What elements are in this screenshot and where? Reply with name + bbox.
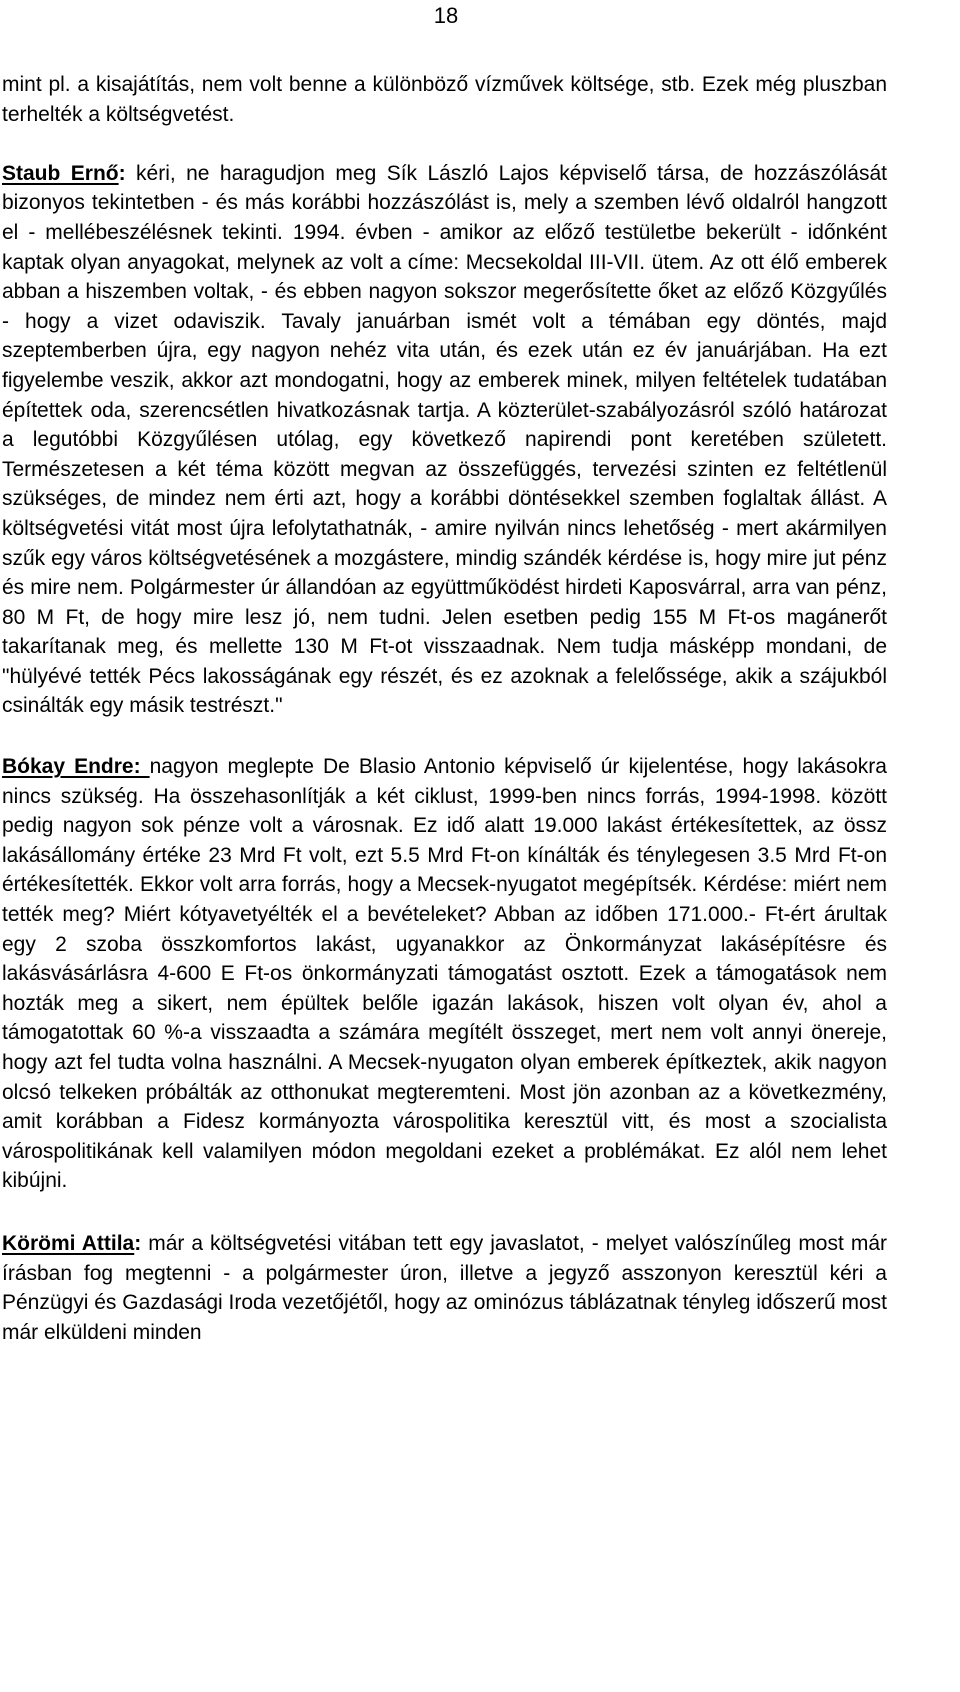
paragraph-text: kéri, ne haragudjon meg Sík László Lajos képviselő társa, de hozzászólását bizonyos tekintetben - és más korábbi hozzászólást is, mely a szemben lévő oldalról hangzott el - mellébeszélésnek tekinti. 1994. évben - amikor az előző testületbe bekerült - időnként kaptak olyan anyagokat, melynek az volt a címe: Mecsekoldal III-VII. ütem. Az ott élő emberek abban a hiszemben voltak, - és ebben nagyon sokszor megerősítette őket az előző Közgyűlés - hogy a vizet odaviszik. Tavaly januárban ismét volt a témában egy döntés, majd szeptemberben újra, egy nagyon nehéz vita után, és ezek után ez év januárjában. Ha ezt figyelembe veszik, akkor azt mondogatni, hogy az emberek minek, milyen feltételek tudatában építettek oda, szerencsétlen hivatkozásnak tartja. A közterület-szabályozásról szóló határozat a legutóbbi Közgyűlésen utólag, egy következő napirendi pont keretében született. Természetesen a két téma között megvan az összefüggés, tervezési szinten ez feltétlenül szükséges, de mindez nem érti azt, hogy a korábbi döntésekkel szemben foglaltak állást. A költségvetési vitát most újra lefolytathatnák, - amire nyilván nincs lehetőség - mert akármilyen szűk egy város költségvetésének a mozgástere, mindig szándék kérdése is, hogy mire jut pénz és mire nem. Polgármester úr állandóan az együttműködést hirdeti Kaposvárral, arra van pénz, 80 M Ft, de hogy mire lesz jó, nem tudni. Jelen esetben pedig 155 M Ft-os magánerőt takarítanak meg, és mellette 130 M Ft-ot visszaadnak. Nem tudja másképp mondani, de "hülyévé tették Pécs lakosságának egy részét, és ez azoknak a felelőssége, akik a szájukból csinálták egy másik testrészt."	[2, 161, 887, 718]
speaker-name: Körömi Attila	[2, 1231, 135, 1255]
paragraph-bokay-endre	[2, 752, 887, 1196]
page-number: 18	[433, 3, 459, 28]
paragraph-continuation	[2, 70, 887, 129]
document-body	[2, 70, 887, 1347]
paragraph-text: nagyon meglepte De Blasio Antonio képviselő úr kijelentése, hogy lakásokra nincs szükség. Ha összehasonlítják a két ciklust, 1999-ben nincs forrás, 1994-1998. között pedig nagyon sok pénze volt a városnak. Ez idő alatt 19.000 lakást értékesítettek, az össz lakásállomány értéke 23 Mrd Ft volt, ezt 5.5 Mrd Ft-on kínálták és ténylegesen 3.5 Mrd Ft-on értékesítették. Ekkor volt arra forrás, hogy a Mecsek-nyugatot megépítsék. Kérdése: miért nem tették meg? Miért kótyavetyélték el a bevételeket? Abban az időben 171.000.- Ft-ért árultak egy 2 szoba összkomfortos lakást, ugyanakkor az Önkormányzat lakásépítésre és lakásvásárlásra 4-600 E Ft-os önkormányzati támogatást osztott. Ezek a támogatások nem hozták meg a sikert, nem épültek belőle igazán lakások, hiszen volt olyan év, ahol a támogatottak 60 %-a visszaadta a számára megítélt összeget, mert nem volt annyi önereje, hogy azt fel tudta volna használni. A Mecsek-nyugaton olyan emberek építkeztek, akik nagyon olcsó telkeken próbálták az otthonukat megteremteni. Most jön azonban az a következmény, amit korábban a Fidesz kormányozta várospolitika keresztül vitt, és most a szocialista várospolitikának kell valamilyen módon megoldani ezeket a problémákat. Ez alól nem lehet kibújni.	[2, 755, 887, 1193]
paragraph-koromi-attila	[2, 1229, 887, 1347]
paragraph-text: mint pl. a kisajátítás, nem volt benne a különböző vízművek költsége, stb. Ezek még pluszban terhelték a költségvetést.	[2, 73, 887, 126]
paragraph-staub-erno	[2, 159, 887, 721]
speaker-colon: :	[118, 161, 126, 185]
speaker-colon: :	[134, 1231, 142, 1255]
speaker-name: Bókay Endre:	[2, 755, 150, 779]
paragraph-text: már a költségvetési vitában tett egy javaslatot, - melyet valószínűleg most már írásban fog megtenni - a polgármester úron, illetve a jegyző asszonyon keresztül kéri a Pénzügyi és Gazdasági Iroda vezetőjétől, hogy az ominózus táblázatnak tényleg időszerű most már elküldeni minden	[2, 1231, 887, 1344]
speaker-name: Staub Ernő	[2, 161, 119, 185]
